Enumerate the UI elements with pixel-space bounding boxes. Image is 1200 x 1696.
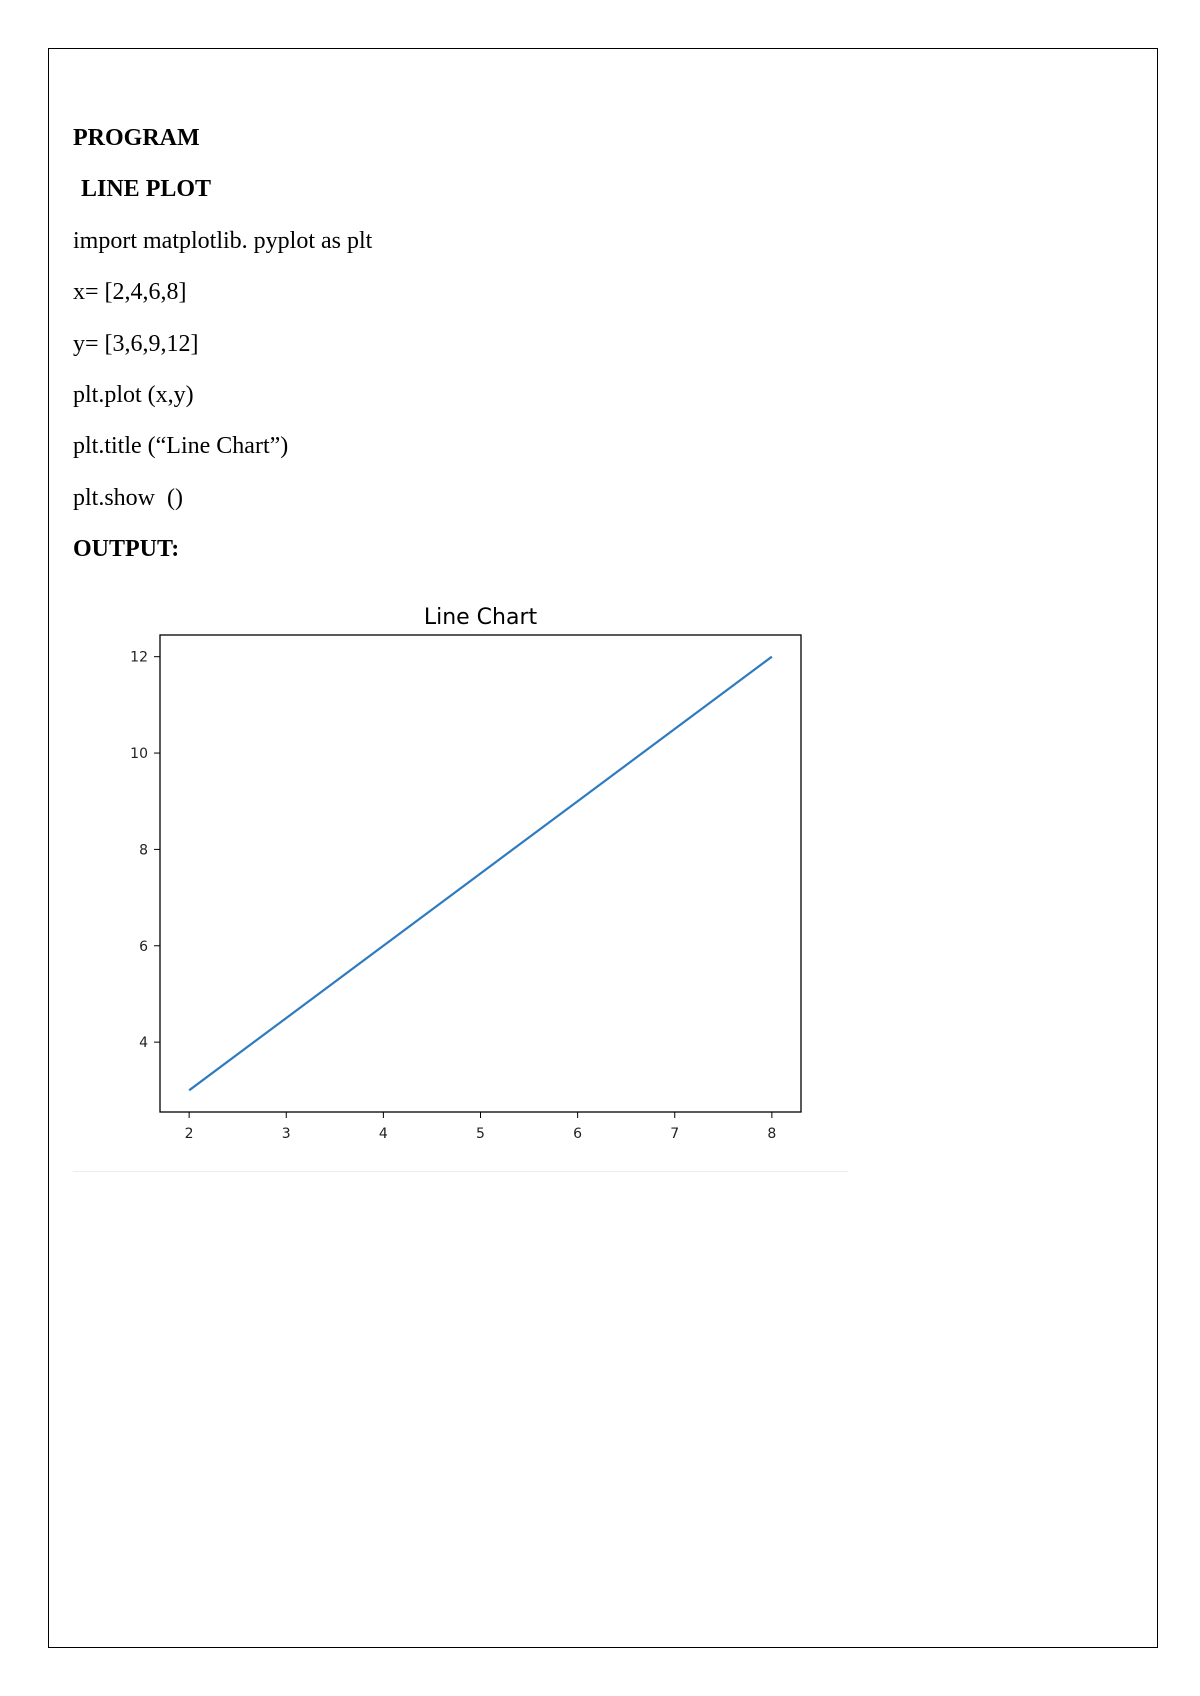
line-plot-subheading: LINE PLOT xyxy=(81,176,212,202)
code-line-import: import matplotlib. pyplot as plt xyxy=(73,228,373,254)
y-axis xyxy=(130,650,160,1051)
y-tick-label: 4 xyxy=(139,1035,148,1052)
y-tick-label: 8 xyxy=(139,842,148,859)
code-line-plot: plt.plot (x,y) xyxy=(73,382,194,408)
code-line-y: y= [3,6,9,12] xyxy=(73,331,199,357)
x-tick-label: 5 xyxy=(476,1126,485,1142)
chart-title: Line Chart xyxy=(423,605,538,630)
divider xyxy=(73,1171,848,1172)
code-line-show: plt.show () xyxy=(73,485,183,511)
x-tick-label: 4 xyxy=(378,1126,388,1142)
x-axis xyxy=(185,1112,777,1142)
x-tick-label: 8 xyxy=(767,1126,777,1142)
y-tick-label: 10 xyxy=(130,746,148,763)
series-line xyxy=(189,657,772,1091)
x-tick-label: 7 xyxy=(670,1126,680,1142)
line-chart-svg xyxy=(110,598,840,1158)
series-group xyxy=(189,657,772,1091)
code-line-title: plt.title (“Line Chart”) xyxy=(73,433,289,459)
code-line-x: x= [2,4,6,8] xyxy=(73,279,187,305)
x-tick-label: 3 xyxy=(281,1126,291,1142)
x-tick-label: 2 xyxy=(184,1126,194,1142)
line-chart xyxy=(110,598,840,1158)
x-tick-label: 6 xyxy=(573,1126,583,1142)
y-tick-label: 6 xyxy=(139,938,148,955)
y-tick-label: 12 xyxy=(130,649,148,666)
output-heading: OUTPUT: xyxy=(73,536,180,562)
program-heading: PROGRAM xyxy=(73,125,200,151)
